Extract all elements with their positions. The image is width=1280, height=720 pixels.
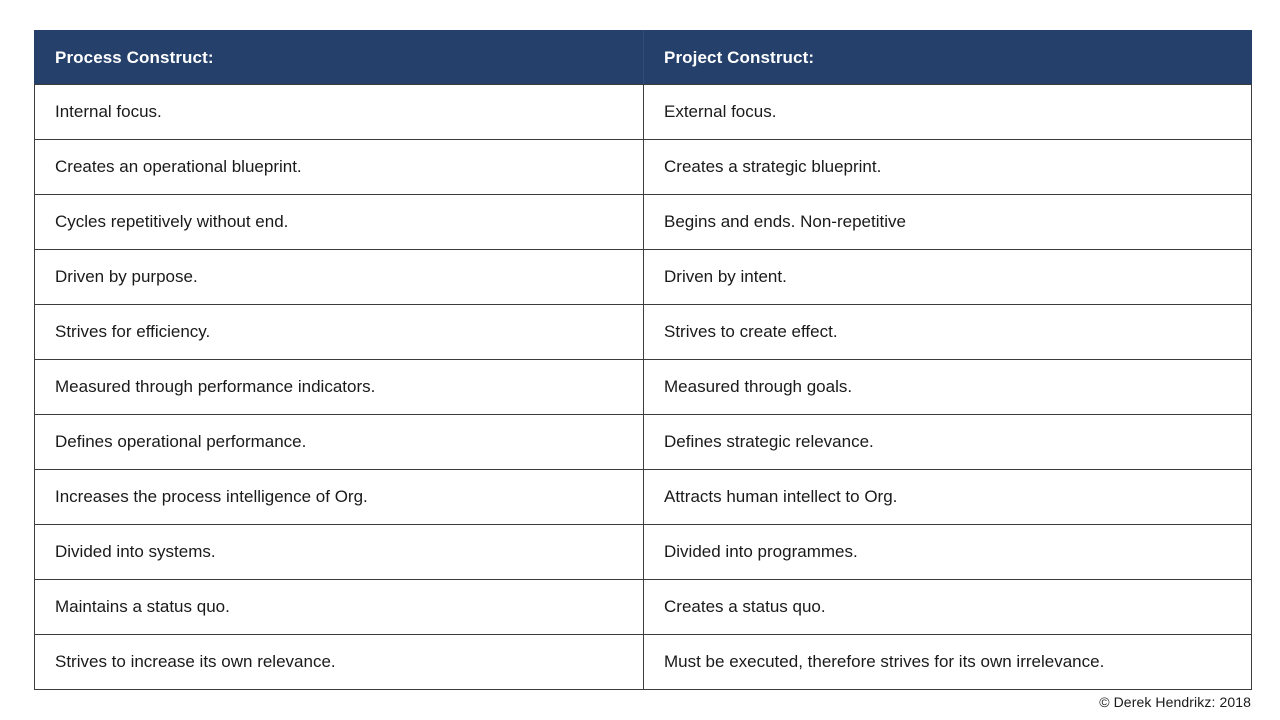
cell-text: Defines operational performance. bbox=[55, 432, 307, 452]
cell-text: Internal focus. bbox=[55, 102, 162, 122]
cell-project-construct bbox=[644, 85, 1252, 140]
comparison-table bbox=[34, 30, 1252, 690]
comparison-table-container bbox=[34, 30, 1251, 688]
cell-text: Divided into systems. bbox=[55, 542, 216, 562]
table-row bbox=[35, 140, 1252, 195]
cell-project-construct bbox=[644, 250, 1252, 305]
copyright-notice: © Derek Hendrikz: 2018 bbox=[1099, 694, 1251, 710]
table-row bbox=[35, 415, 1252, 470]
cell-process-construct bbox=[35, 305, 644, 360]
cell-project-construct bbox=[644, 525, 1252, 580]
cell-project-construct bbox=[644, 360, 1252, 415]
cell-text: Measured through performance indicators. bbox=[55, 377, 376, 397]
table-row bbox=[35, 360, 1252, 415]
cell-process-construct bbox=[35, 415, 644, 470]
cell-text: Strives for efficiency. bbox=[55, 322, 211, 342]
cell-process-construct bbox=[35, 195, 644, 250]
cell-text: Creates an operational blueprint. bbox=[55, 157, 302, 177]
cell-text: Strives to increase its own relevance. bbox=[55, 652, 336, 672]
cell-text: Strives to create effect. bbox=[664, 322, 838, 342]
cell-project-construct bbox=[644, 305, 1252, 360]
cell-text: Driven by intent. bbox=[664, 267, 787, 287]
table-row bbox=[35, 635, 1252, 690]
cell-process-construct bbox=[35, 360, 644, 415]
cell-process-construct bbox=[35, 635, 644, 690]
cell-text: Measured through goals. bbox=[664, 377, 853, 397]
table-row bbox=[35, 470, 1252, 525]
cell-text: Cycles repetitively without end. bbox=[55, 212, 289, 232]
cell-text: External focus. bbox=[664, 102, 777, 122]
cell-process-construct bbox=[35, 140, 644, 195]
cell-text: Maintains a status quo. bbox=[55, 597, 230, 617]
cell-project-construct bbox=[644, 140, 1252, 195]
cell-text: Attracts human intellect to Org. bbox=[664, 487, 898, 507]
cell-project-construct bbox=[644, 635, 1252, 690]
column-header-project-construct: Project Construct: bbox=[644, 31, 1252, 85]
cell-process-construct bbox=[35, 470, 644, 525]
cell-text: Creates a status quo. bbox=[664, 597, 826, 617]
cell-text: Divided into programmes. bbox=[664, 542, 858, 562]
cell-project-construct bbox=[644, 195, 1252, 250]
cell-process-construct bbox=[35, 525, 644, 580]
cell-text: Creates a strategic blueprint. bbox=[664, 157, 882, 177]
cell-project-construct bbox=[644, 415, 1252, 470]
table-row bbox=[35, 580, 1252, 635]
cell-text: Must be executed, therefore strives for its own irrelevance. bbox=[664, 652, 1105, 672]
cell-text: Increases the process intelligence of Org. bbox=[55, 487, 368, 507]
cell-project-construct bbox=[644, 470, 1252, 525]
cell-text: Driven by purpose. bbox=[55, 267, 198, 287]
table-row bbox=[35, 250, 1252, 305]
table-row bbox=[35, 195, 1252, 250]
cell-process-construct bbox=[35, 250, 644, 305]
cell-process-construct bbox=[35, 85, 644, 140]
cell-project-construct bbox=[644, 580, 1252, 635]
table-row bbox=[35, 305, 1252, 360]
table-header-row bbox=[35, 31, 1252, 85]
table-header bbox=[35, 31, 1252, 85]
table-row bbox=[35, 85, 1252, 140]
table-body bbox=[35, 85, 1252, 690]
cell-text: Defines strategic relevance. bbox=[664, 432, 874, 452]
cell-process-construct bbox=[35, 580, 644, 635]
column-header-process-construct: Process Construct: bbox=[35, 31, 644, 85]
table-row bbox=[35, 525, 1252, 580]
cell-text: Begins and ends. Non-repetitive bbox=[664, 212, 906, 232]
